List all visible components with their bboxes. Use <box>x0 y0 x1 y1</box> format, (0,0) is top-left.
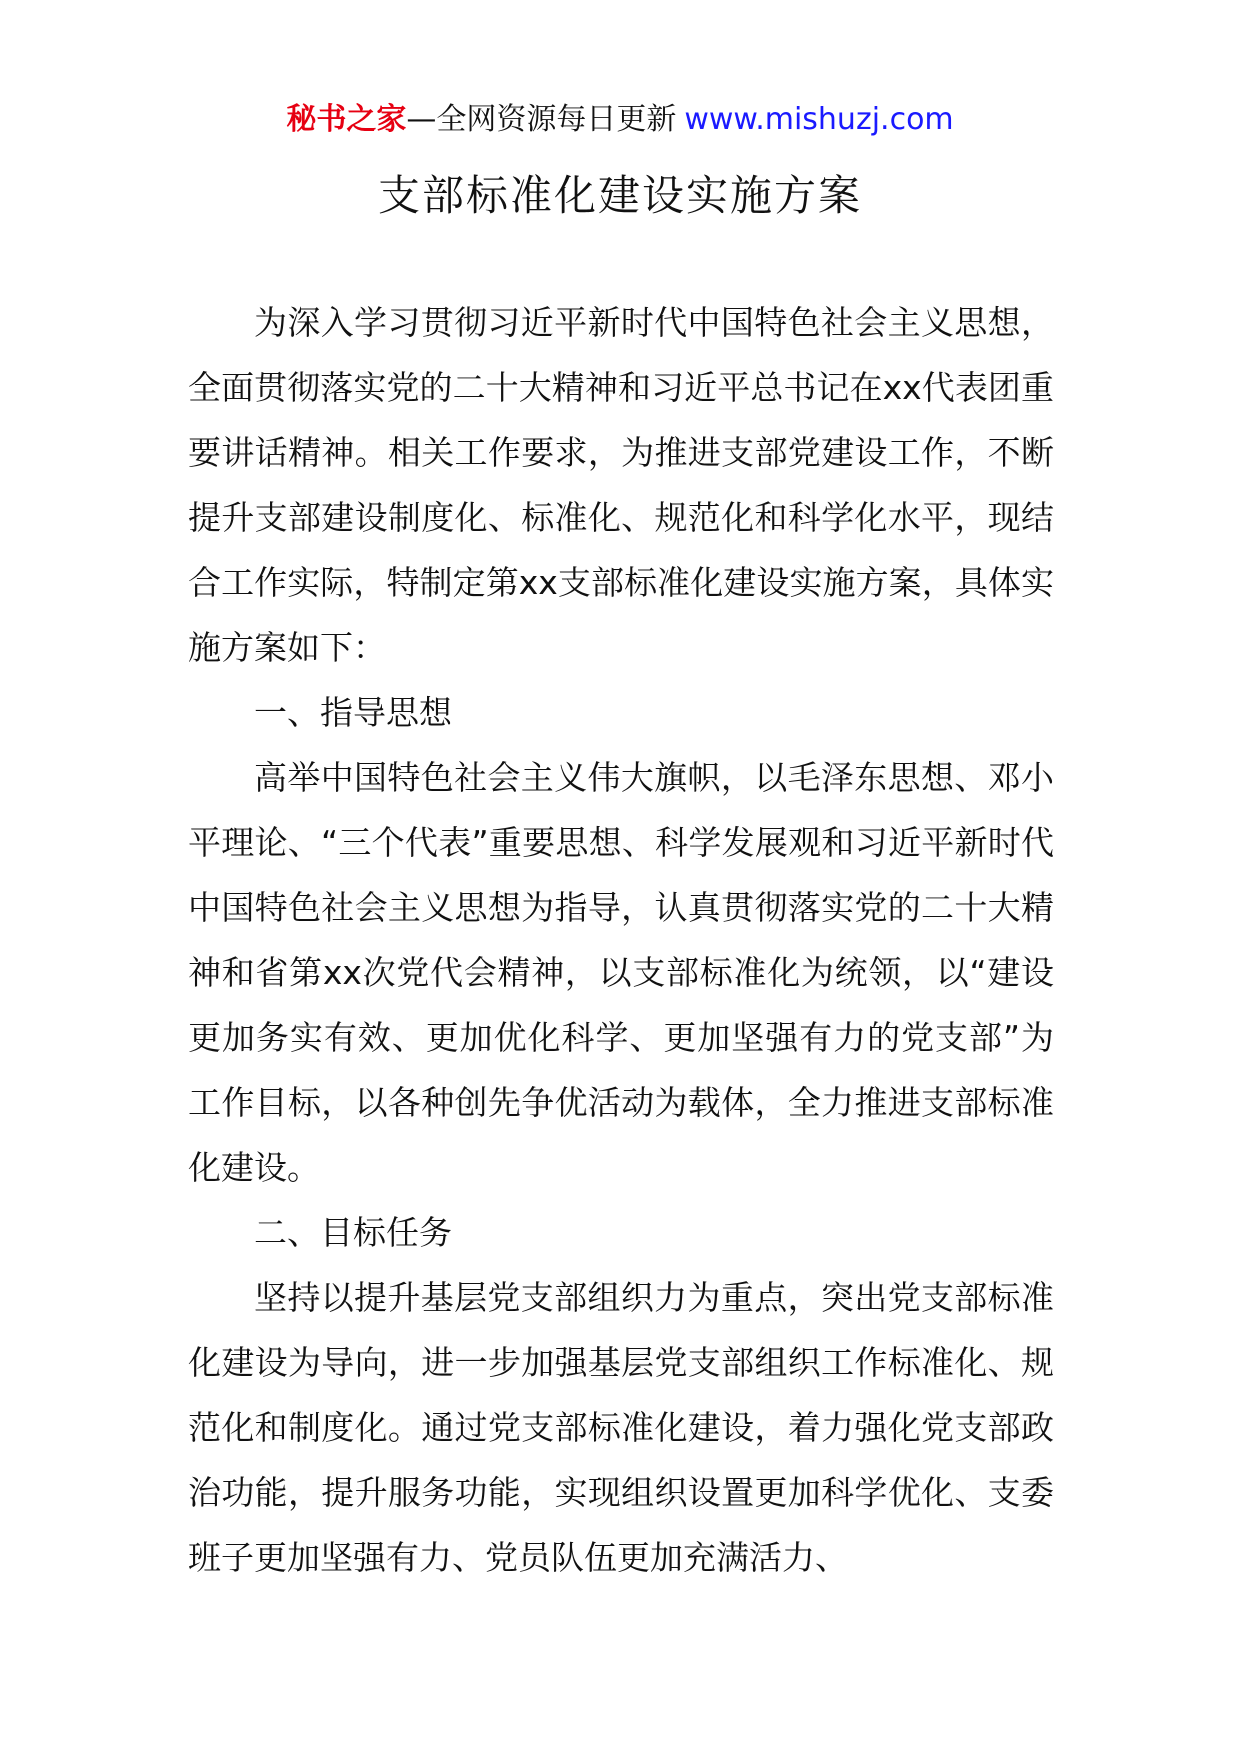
intro-paragraph: 为深入学习贯彻习近平新时代中国特色社会主义思想，全面贯彻落实党的二十大精神和习近平总书记在xx代表团重要讲话精神。相关工作要求，为推进支部党建设工作，不断提升支部建设制度化、标准化、规范化和科学化水平，现结合工作实际，特制定第xx支部标准化建设实施方案，具体实施方案如下： <box>188 303 1054 667</box>
section-heading-goals-tasks: 二、目标任务 <box>254 1213 452 1252</box>
section-body-goals-tasks: 坚持以提升基层党支部组织力为重点，突出党支部标准化建设为导向，进一步加强基层党支部组织工作标准化、规范化和制度化。通过党支部标准化建设，着力强化党支部政治功能，提升服务功能，实现组织设置更加科学优化、支委班子更加坚强有力、党员队伍更加充满活力、 <box>188 1278 1054 1577</box>
brand-name: 秘书之家 <box>286 102 407 137</box>
section-heading-guiding-thought: 一、指导思想 <box>254 693 452 732</box>
site-header <box>0 100 1240 140</box>
header-tagline: —全网资源每日更新 <box>406 102 677 137</box>
site-url-link[interactable]: www.mishuzj.com <box>684 102 954 137</box>
section-body-guiding-thought: 高举中国特色社会主义伟大旗帜，以毛泽东思想、邓小平理论、“三个代表”重要思想、科学发展观和习近平新时代中国特色社会主义思想为指导，认真贯彻落实党的二十大精神和省第xx次党代会精神，以支部标准化为统领，以“建设更加务实有效、更加优化科学、更加坚强有力的党支部”为工作目标，以各种创先争优活动为载体，全力推进支部标准化建设。 <box>188 758 1054 1187</box>
document-title: 支部标准化建设实施方案 <box>377 171 862 220</box>
document-body <box>188 290 1054 1590</box>
